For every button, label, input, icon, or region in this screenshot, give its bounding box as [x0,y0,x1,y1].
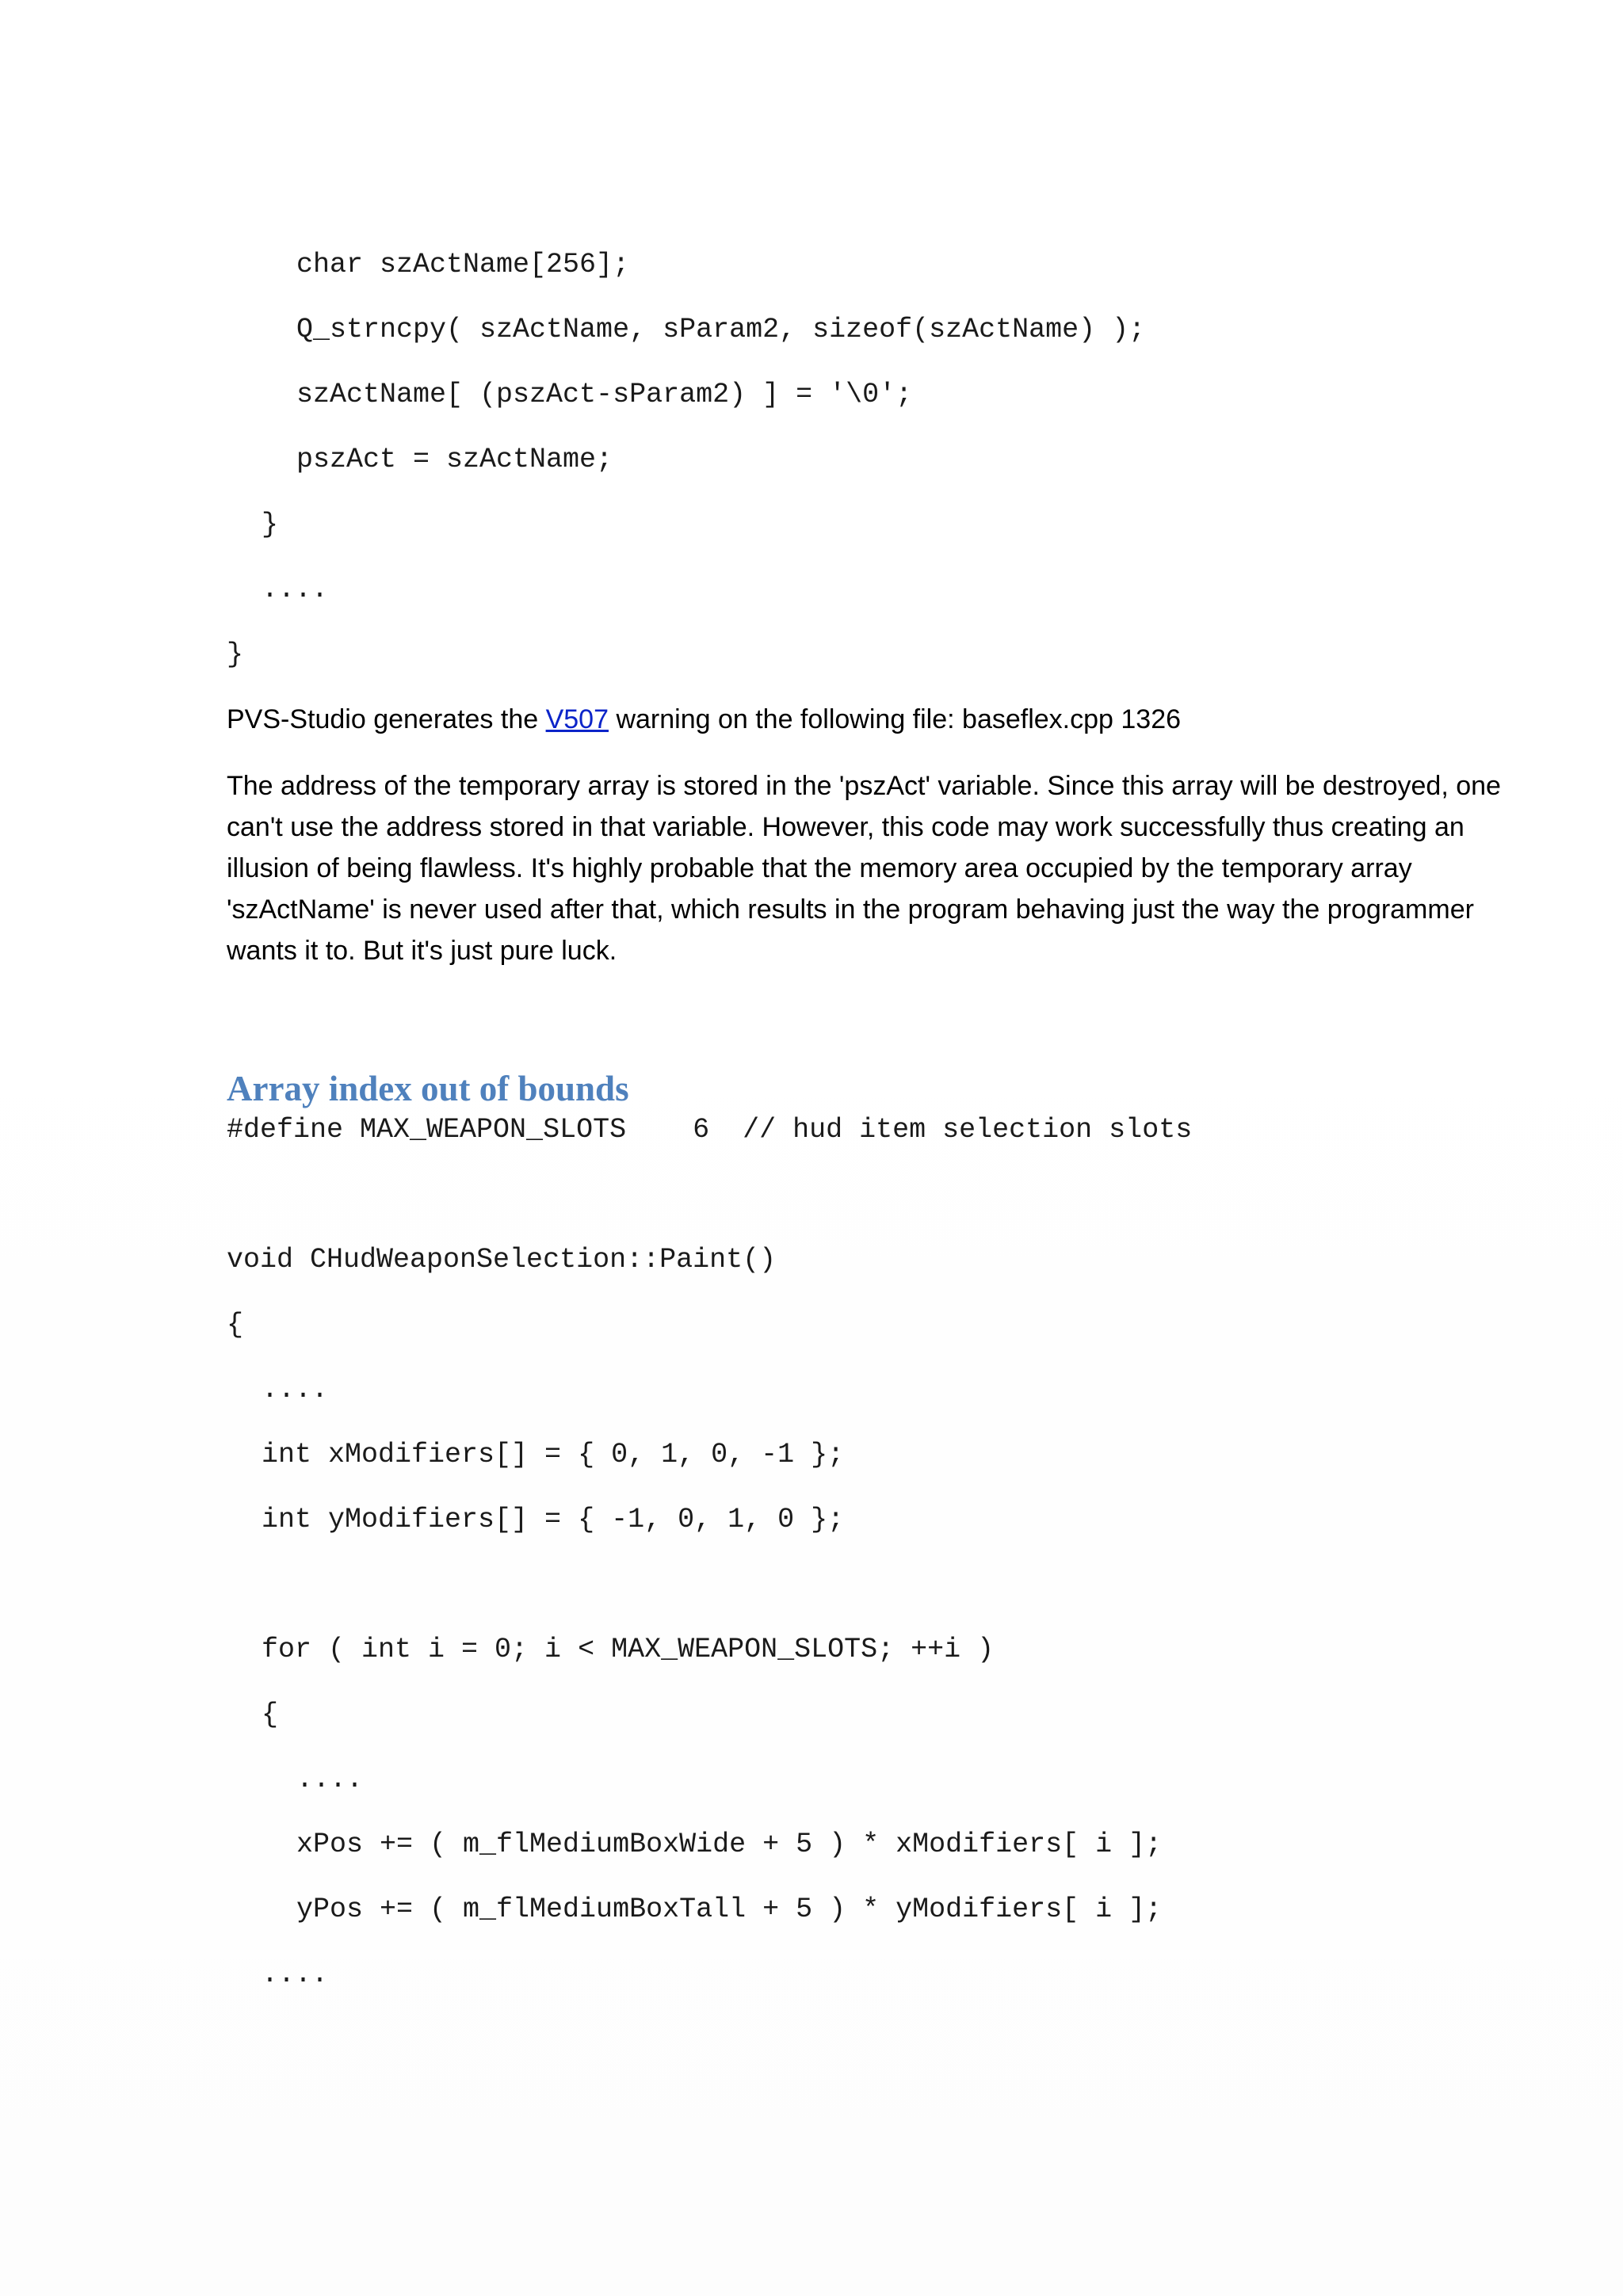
code-line: .... [262,1374,329,1405]
diagnostic-link[interactable]: V507 [545,704,609,734]
code-line: int xModifiers[] = { 0, 1, 0, -1 }; [262,1439,845,1470]
explanation-paragraph [227,765,1510,971]
code-line: .... [262,574,329,605]
warning-text-before: PVS-Studio generates the [227,704,546,734]
code-line: int yModifiers[] = { -1, 0, 1, 0 }; [262,1504,845,1535]
warning-text-after: warning on the following file: baseflex.cpp 1326 [609,704,1182,734]
code-line: yPos += ( m_flMediumBoxTall + 5 ) * yModifiers[ i ]; [296,1894,1163,1925]
warning-paragraph [227,699,1510,740]
code-line: } [227,639,244,670]
code-line: char szActName[256]; [296,249,630,280]
code-line: .... [296,1764,364,1795]
section-heading: Array index out of bounds [227,1069,629,1108]
explanation-text: The address of the temporary array is stored in the 'pszAct' variable. Since this array will be destroyed, one can't use the address stored in that variable. However, this code may work successfully thus creating an illusion of being flawless. It's highly probable that the memory area occupied by the temporary array 'szActName' is never used after that, which results in the program behaving just the way the programmer wants it to. But it's just pure luck. [227,771,1501,966]
code-line: { [262,1699,279,1730]
code-line: xPos += ( m_flMediumBoxWide + 5 ) * xModifiers[ i ]; [296,1829,1163,1860]
code-line: szActName[ (pszAct-sParam2) ] = '\0'; [296,379,913,410]
code-line: void CHudWeaponSelection::Paint() [227,1244,777,1276]
code-line: for ( int i = 0; i < MAX_WEAPON_SLOTS; ++i ) [262,1634,995,1665]
code-line: .... [262,1958,329,1990]
code-line: #define MAX_WEAPON_SLOTS 6 // hud item selection slots [227,1114,1193,1146]
code-line: } [262,509,279,540]
code-line: pszAct = szActName; [296,444,613,475]
code-line: Q_strncpy( szActName, sParam2, sizeof(szActName) ); [296,314,1146,345]
code-line: { [227,1309,244,1341]
